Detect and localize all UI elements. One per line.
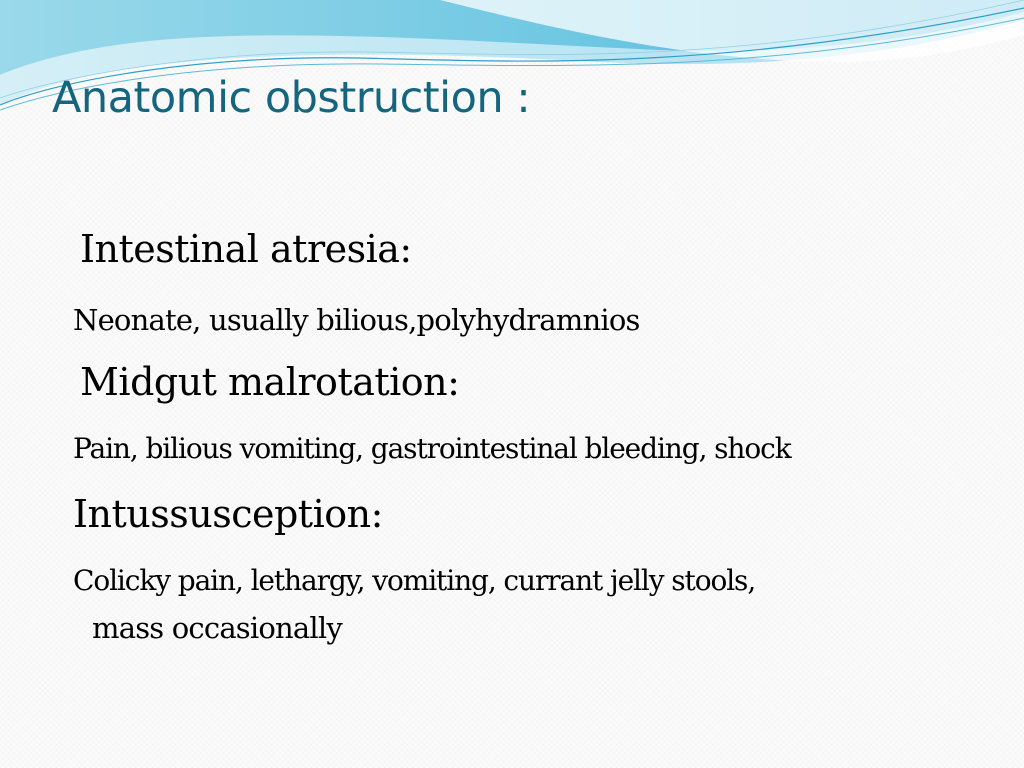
item-heading-intussusception: Intussusception: bbox=[73, 492, 383, 536]
item-detail-intussusception-line-1: Colicky pain, lethargy, vomiting, currant jelly stools, bbox=[73, 564, 756, 597]
item-detail-midgut-malrotation: Pain, bilious vomiting, gastrointestinal bleeding, shock bbox=[73, 432, 791, 465]
item-heading-midgut-malrotation: Midgut malrotation: bbox=[80, 360, 460, 404]
item-detail-intestinal-atresia: Neonate, usually bilious,polyhydramnios bbox=[73, 303, 640, 337]
slide-title: Anatomic obstruction : bbox=[52, 73, 531, 123]
item-heading-intestinal-atresia: Intestinal atresia: bbox=[80, 227, 412, 271]
item-detail-intussusception-line-2: mass occasionally bbox=[92, 611, 342, 645]
